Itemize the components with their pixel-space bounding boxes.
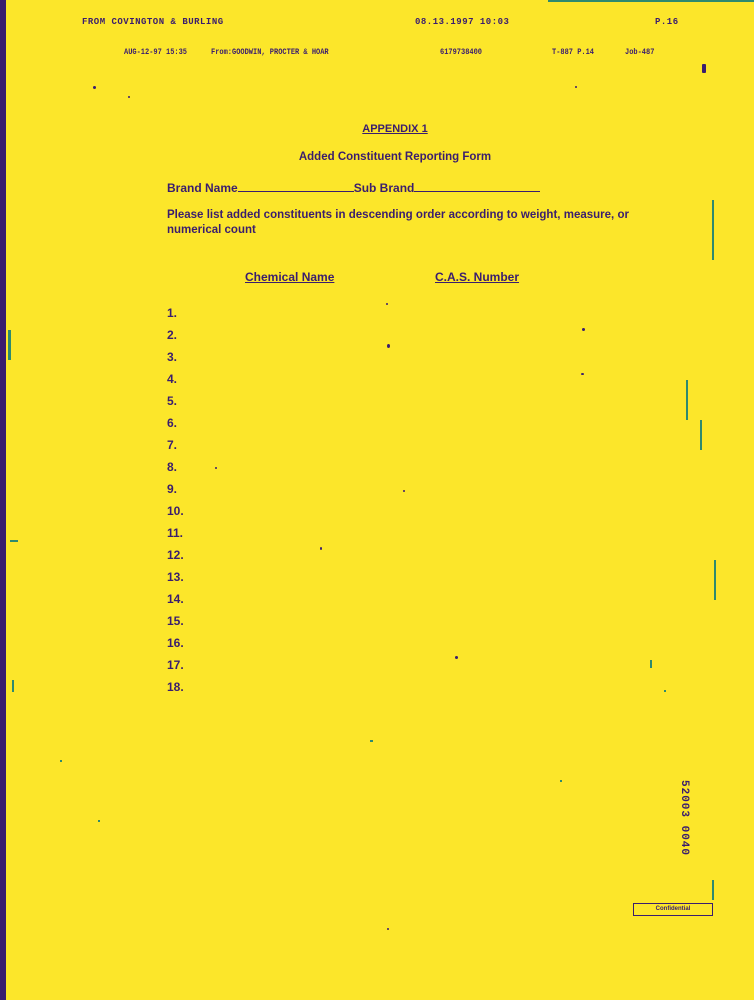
fax-page: P.16	[655, 17, 679, 27]
fax-date-time-2: AUG-12-97 15:35	[124, 48, 188, 58]
row-number: 14.	[167, 592, 184, 606]
instructions: Please list added constituents in descending order according to weight, measure, or numerical count	[167, 209, 629, 236]
chemical-name-header: Chemical Name	[245, 270, 335, 284]
fax-datetime: 08.13.1997 10:03	[415, 17, 510, 27]
cas-number-header: C.A.S. Number	[435, 270, 520, 284]
row-number: 13.	[167, 570, 184, 584]
fax-phone: 6179738400	[440, 48, 483, 58]
fax-from: From:GOODWIN, PROCTER & HOAR	[211, 48, 329, 58]
row-number: 4.	[167, 372, 178, 386]
fax-sender: FROM COVINGTON & BURLING	[82, 17, 224, 27]
row-number: 5.	[167, 394, 178, 408]
row-number: 10.	[167, 504, 184, 518]
sub-brand-label: Sub Brand	[353, 181, 415, 195]
row-number: 7.	[167, 438, 178, 452]
row-number: 9.	[167, 482, 178, 496]
row-number: 18.	[167, 680, 184, 694]
row-number: 8.	[167, 460, 178, 474]
row-number: 2.	[167, 328, 178, 342]
row-number: 6.	[167, 416, 178, 430]
bates-number-text: 52003 0040	[678, 780, 690, 857]
scan-edge-left	[0, 0, 6, 1000]
confidential-stamp: Confidential	[633, 903, 713, 916]
row-number: 3.	[167, 350, 178, 364]
brand-row	[167, 179, 540, 195]
scan-edge-top	[548, 0, 754, 2]
brand-name-label: Brand Name	[167, 181, 238, 195]
form-title: Added Constituent Reporting Form	[298, 151, 492, 163]
bates-number	[678, 780, 718, 870]
row-number: 1.	[167, 306, 178, 320]
brand-name-blank	[238, 179, 354, 192]
row-number: 15.	[167, 614, 184, 628]
row-number: 12.	[167, 548, 184, 562]
appendix-heading: APPENDIX 1	[362, 123, 428, 135]
fax-transmission: T-887 P.14	[552, 48, 595, 58]
row-number: 11.	[167, 526, 184, 540]
fax-job: Job-487	[625, 48, 655, 58]
row-number: 16.	[167, 636, 184, 650]
row-number: 17.	[167, 658, 184, 672]
sub-brand-blank	[414, 179, 540, 192]
